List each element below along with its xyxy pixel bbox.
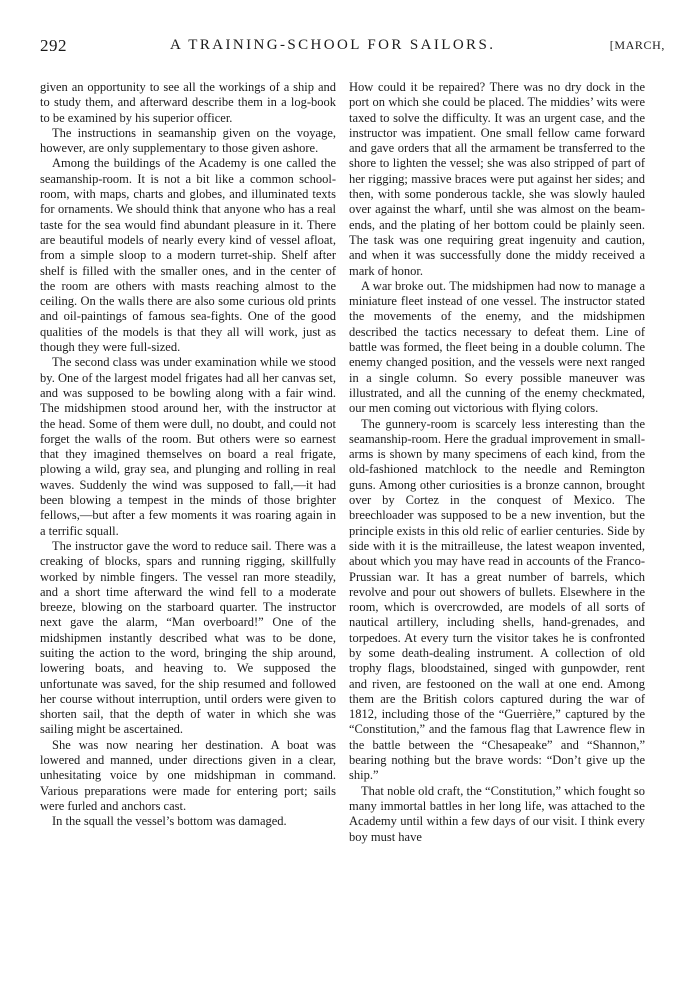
paragraph: A war broke out. The midshipmen had now to manage a miniature fleet instead of one vessel. The instructor stated the movements of the enemy, and the midshipmen described the tactics necessary to defeat them. Line of battle was formed, the fleet being in a double column. The enemy changed position, and the vessels were next ranged in a single column. So every possible maneuver was illustrated, and all the cunning of the enemy checkmated, our men coming out victorious with flying colors. — [349, 278, 645, 416]
paragraph: Among the buildings of the Academy is one called the seamanship-room. It is not a bit like a common school-room, with maps, charts and globes, and illuminated texts for ornaments. We should think that anyone who has a real taste for the sea would find abundant pleasure in it. There are beautiful models of nearly every kind of vessel afloat, from a simple sloop to a modern turret-ship. Shelf after shelf is filled with the smaller ones, and in the center of the room are others with masts reaching almost to the ceiling. On the walls there are also some curious old prints and oil-paintings of famous sea-fights. One of the good qualities of the models is that they all will work, just as though they were full-sized. — [40, 156, 336, 355]
right-column — [349, 80, 645, 845]
paragraph: In the squall the vessel’s bottom was damaged. — [52, 814, 287, 829]
paragraph: The instructions in seamanship given on the voyage, however, are only supplementary to those given ashore. — [40, 125, 336, 156]
left-column — [40, 80, 336, 830]
paragraph: How could it be repaired? There was no dry dock in the port on which she could be placed. The middies’ wits were taxed to solve the difficulty. It was an urgent case, and the instructor was impatient. One small fellow came forward and gave orders that all the armament be transferred to the shore to lighten the vessel; she was also stripped of part of her rigging; massive braces were put against her sides; and then, with some ponderous tackle, she was slowly hauled over against the wharf, until she was almost on the beam-ends, and the plating of her bottom could be plainly seen. The task was one requiring great ingenuity and caution, and when it was successfully done the middy received a mark of honor. — [349, 80, 645, 278]
page-header — [40, 36, 665, 58]
paragraph: That noble old craft, the “Constitution,” which fought so many immortal battles in her long life, was attached to the Academy until within a few days of our visit. I think every boy must have — [349, 783, 645, 844]
page-number: 292 — [40, 36, 67, 55]
paragraph: The gunnery-room is scarcely less interesting than the seamanship-room. Here the gradual improvement in small-arms is shown by many specimens of each kind, from the old-fashioned matchlock to the needle and Remington guns. Among other curiosities is a bronze cannon, brought over by Cortez in the conquest of Mexico. The breechloader was supposed to be a new invention, but the principle exists in this old relic of earlier centuries. Side by side with it is the mitrailleuse, the latest weapon invented, about which you may have read in accounts of the Franco-Prussian war. It has a great number of barrels, which revolve and pour out showers of bullets. Elsewhere in the room, which is overcrowded, are models of all sorts of nautical artillery, including shells, hand-grenades, and torpedoes. At every turn the visitor takes he is confronted by some death-dealing instrument. A collection of old trophy flags, bloodstained, singed with gunpowder, rent and riven, are festooned on the wall at one end. Among them are the British colors captured during the war of 1812, including those of the “Guerrière,” captured by the “Constitution,” and the famous flag that Lawrence flew in the battle between the “Chesapeake” and “Shannon,” bearing nothing but the brave words: “Don’t give up the ship.” — [349, 416, 645, 783]
paragraph: The second class was under examination while we stood by. One of the largest model frigates had all her canvas set, and was supposed to be bowling along with a fair wind. The midshipmen stood around her, with the instructor at the head. Some of them were dull, no doubt, and could not forget the walls of the room. But others were so earnest that they imagined themselves on board a real frigate, plowing a wild, gray sea, and plunging and rolling in real waves. Suddenly the wind was supposed to fall,—it had been blowing a tempest in the minds of those brighter fellows,—but after a few moments it was roaring again in a terrific squall. — [40, 355, 336, 538]
running-date: [MARCH, — [609, 38, 665, 52]
paragraph: given an opportunity to see all the workings of a ship and to study them, and afterward describe them in a log-book to be examined by his superior officer. — [40, 80, 336, 125]
paragraph: The instructor gave the word to reduce sail. There was a creaking of blocks, spars and running rigging, skillfully worked by nimble fingers. The vessel ran more steadily, and a short time afterward the wind fell to a moderate breeze, blowing on the starboard quarter. The instructor next gave the alarm, “Man overboard!” One of the midshipmen instantly described what was to be done, suiting the action to the word, bringing the ship around, lowering boats, and heaving to. We supposed the unfortunate was saved, for the ship resumed and followed her course without interruption, until orders were given to shorten sail, that the depth of water in which she was sailing might be ascertained. — [40, 538, 336, 737]
running-title: A TRAINING-SCHOOL FOR SAILORS. — [170, 37, 496, 53]
paragraph: She was now nearing her destination. A boat was lowered and manned, under directions given in a clear, unhesitating voice by one midshipman in command. Various preparations were made for entering port; sails were furled and anchors cast. — [40, 737, 336, 813]
